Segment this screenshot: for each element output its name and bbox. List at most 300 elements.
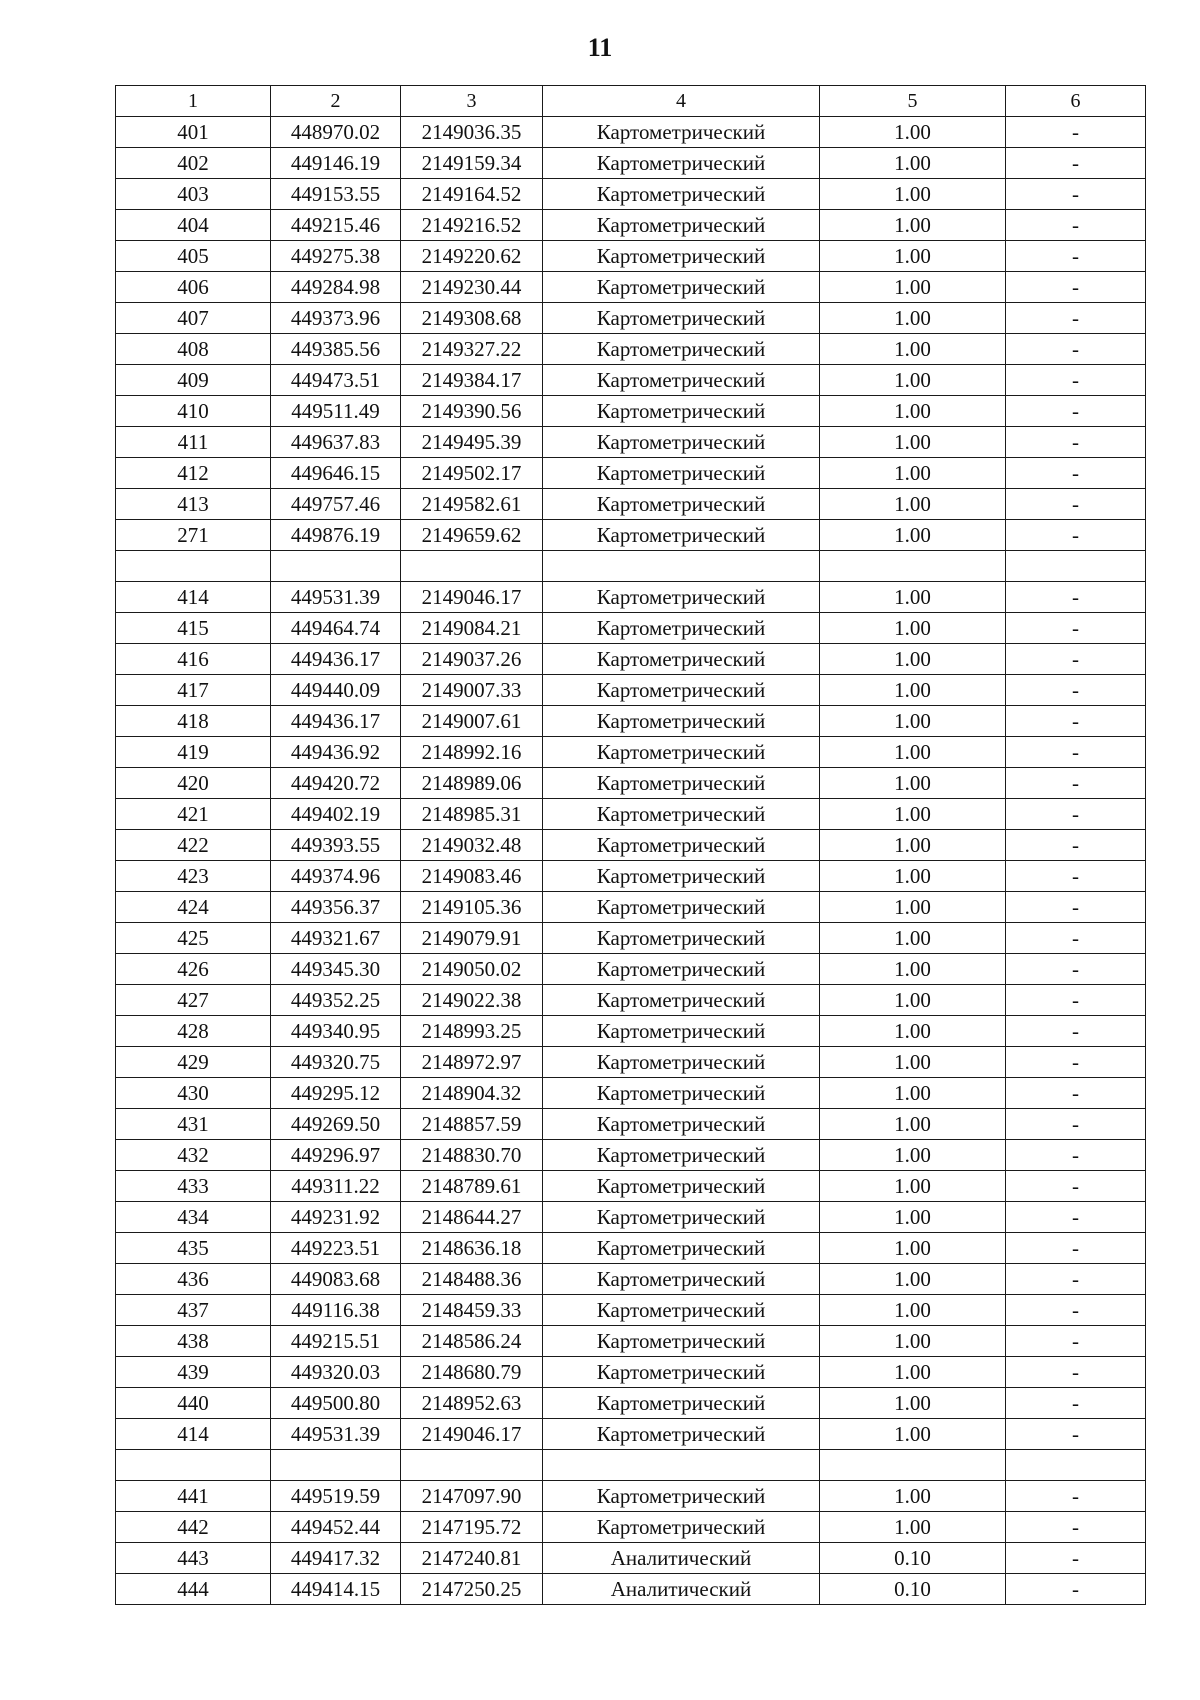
y-coordinate-cell: 2148586.24 (401, 1326, 543, 1357)
table-body (116, 117, 1146, 1605)
y-coordinate-cell: 2149384.17 (401, 365, 543, 396)
y-coordinate-cell: 2149159.34 (401, 148, 543, 179)
table-row (116, 892, 1146, 923)
point-number-cell: 421 (116, 799, 271, 830)
y-coordinate-cell: 2147250.25 (401, 1574, 543, 1605)
y-coordinate-cell (401, 551, 543, 582)
table-row (116, 1171, 1146, 1202)
accuracy-cell: 1.00 (820, 1264, 1006, 1295)
x-coordinate-cell: 449311.22 (271, 1171, 401, 1202)
y-coordinate-cell: 2148644.27 (401, 1202, 543, 1233)
column-header-2: 2 (271, 86, 401, 117)
y-coordinate-cell: 2148993.25 (401, 1016, 543, 1047)
note-cell: - (1006, 1419, 1146, 1450)
method-cell: Картометрический (543, 1109, 820, 1140)
y-coordinate-cell: 2149032.48 (401, 830, 543, 861)
accuracy-cell: 1.00 (820, 954, 1006, 985)
table-row (116, 117, 1146, 148)
table-separator-row (116, 551, 1146, 582)
method-cell: Картометрический (543, 1140, 820, 1171)
table-row (116, 520, 1146, 551)
method-cell: Картометрический (543, 830, 820, 861)
accuracy-cell: 1.00 (820, 241, 1006, 272)
note-cell: - (1006, 1202, 1146, 1233)
accuracy-cell: 1.00 (820, 520, 1006, 551)
table-row (116, 985, 1146, 1016)
method-cell: Картометрический (543, 923, 820, 954)
method-cell: Картометрический (543, 706, 820, 737)
table-row (116, 1419, 1146, 1450)
x-coordinate-cell: 449637.83 (271, 427, 401, 458)
point-number-cell: 428 (116, 1016, 271, 1047)
x-coordinate-cell: 449393.55 (271, 830, 401, 861)
accuracy-cell: 1.00 (820, 830, 1006, 861)
x-coordinate-cell: 449231.92 (271, 1202, 401, 1233)
table-row (116, 1481, 1146, 1512)
accuracy-cell: 1.00 (820, 1078, 1006, 1109)
note-cell: - (1006, 396, 1146, 427)
accuracy-cell: 1.00 (820, 427, 1006, 458)
x-coordinate-cell: 449340.95 (271, 1016, 401, 1047)
method-cell: Аналитический (543, 1543, 820, 1574)
note-cell: - (1006, 923, 1146, 954)
note-cell: - (1006, 582, 1146, 613)
note-cell: - (1006, 1047, 1146, 1078)
accuracy-cell: 1.00 (820, 396, 1006, 427)
accuracy-cell: 1.00 (820, 334, 1006, 365)
point-number-cell: 412 (116, 458, 271, 489)
point-number-cell: 403 (116, 179, 271, 210)
method-cell: Картометрический (543, 1202, 820, 1233)
y-coordinate-cell: 2148459.33 (401, 1295, 543, 1326)
method-cell: Картометрический (543, 768, 820, 799)
point-number-cell: 414 (116, 1419, 271, 1450)
x-coordinate-cell: 449345.30 (271, 954, 401, 985)
note-cell: - (1006, 520, 1146, 551)
x-coordinate-cell: 449146.19 (271, 148, 401, 179)
x-coordinate-cell: 449215.51 (271, 1326, 401, 1357)
accuracy-cell: 1.00 (820, 768, 1006, 799)
y-coordinate-cell: 2147240.81 (401, 1543, 543, 1574)
accuracy-cell: 0.10 (820, 1574, 1006, 1605)
note-cell: - (1006, 1109, 1146, 1140)
y-coordinate-cell: 2149079.91 (401, 923, 543, 954)
note-cell (1006, 1450, 1146, 1481)
note-cell: - (1006, 613, 1146, 644)
point-number-cell: 402 (116, 148, 271, 179)
note-cell: - (1006, 1512, 1146, 1543)
accuracy-cell: 1.00 (820, 1295, 1006, 1326)
table-row (116, 768, 1146, 799)
note-cell: - (1006, 799, 1146, 830)
y-coordinate-cell: 2148830.70 (401, 1140, 543, 1171)
method-cell: Картометрический (543, 1171, 820, 1202)
point-number-cell: 408 (116, 334, 271, 365)
table-row (116, 923, 1146, 954)
note-cell: - (1006, 644, 1146, 675)
method-cell: Картометрический (543, 1419, 820, 1450)
column-header-5: 5 (820, 86, 1006, 117)
x-coordinate-cell: 449116.38 (271, 1295, 401, 1326)
point-number-cell: 401 (116, 117, 271, 148)
method-cell: Картометрический (543, 1264, 820, 1295)
method-cell: Картометрический (543, 613, 820, 644)
method-cell: Картометрический (543, 1233, 820, 1264)
y-coordinate-cell: 2149036.35 (401, 117, 543, 148)
x-coordinate-cell: 449876.19 (271, 520, 401, 551)
x-coordinate-cell: 449269.50 (271, 1109, 401, 1140)
note-cell: - (1006, 148, 1146, 179)
method-cell: Картометрический (543, 396, 820, 427)
y-coordinate-cell: 2149659.62 (401, 520, 543, 551)
method-cell: Картометрический (543, 365, 820, 396)
y-coordinate-cell: 2149007.33 (401, 675, 543, 706)
note-cell: - (1006, 1326, 1146, 1357)
point-number-cell: 410 (116, 396, 271, 427)
accuracy-cell: 1.00 (820, 303, 1006, 334)
point-number-cell: 434 (116, 1202, 271, 1233)
table-row (116, 644, 1146, 675)
point-number-cell: 437 (116, 1295, 271, 1326)
method-cell: Картометрический (543, 1357, 820, 1388)
accuracy-cell: 1.00 (820, 737, 1006, 768)
point-number-cell: 439 (116, 1357, 271, 1388)
y-coordinate-cell: 2149050.02 (401, 954, 543, 985)
accuracy-cell: 1.00 (820, 1140, 1006, 1171)
note-cell: - (1006, 954, 1146, 985)
accuracy-cell: 1.00 (820, 706, 1006, 737)
accuracy-cell: 1.00 (820, 582, 1006, 613)
table-row (116, 799, 1146, 830)
table-row (116, 1016, 1146, 1047)
column-header-3: 3 (401, 86, 543, 117)
x-coordinate-cell: 449440.09 (271, 675, 401, 706)
point-number-cell: 430 (116, 1078, 271, 1109)
accuracy-cell: 1.00 (820, 1016, 1006, 1047)
method-cell: Картометрический (543, 1388, 820, 1419)
y-coordinate-cell: 2149308.68 (401, 303, 543, 334)
x-coordinate-cell: 449464.74 (271, 613, 401, 644)
table-row (116, 830, 1146, 861)
method-cell: Картометрический (543, 241, 820, 272)
table-row (116, 582, 1146, 613)
y-coordinate-cell: 2148488.36 (401, 1264, 543, 1295)
table-row (116, 1388, 1146, 1419)
x-coordinate-cell: 448970.02 (271, 117, 401, 148)
accuracy-cell: 0.10 (820, 1543, 1006, 1574)
method-cell: Картометрический (543, 985, 820, 1016)
x-coordinate-cell: 449420.72 (271, 768, 401, 799)
point-number-cell: 423 (116, 861, 271, 892)
point-number-cell: 442 (116, 1512, 271, 1543)
x-coordinate-cell: 449215.46 (271, 210, 401, 241)
point-number-cell: 418 (116, 706, 271, 737)
x-coordinate-cell: 449646.15 (271, 458, 401, 489)
header-row (116, 86, 1146, 117)
x-coordinate-cell: 449374.96 (271, 861, 401, 892)
method-cell: Аналитический (543, 1574, 820, 1605)
table-row (116, 1078, 1146, 1109)
point-number-cell (116, 551, 271, 582)
point-number-cell: 438 (116, 1326, 271, 1357)
y-coordinate-cell: 2149037.26 (401, 644, 543, 675)
point-number-cell: 427 (116, 985, 271, 1016)
point-number-cell: 431 (116, 1109, 271, 1140)
table-row (116, 241, 1146, 272)
y-coordinate-cell: 2149582.61 (401, 489, 543, 520)
method-cell: Картометрический (543, 334, 820, 365)
accuracy-cell: 1.00 (820, 675, 1006, 706)
accuracy-cell: 1.00 (820, 117, 1006, 148)
table-row (116, 613, 1146, 644)
y-coordinate-cell: 2149083.46 (401, 861, 543, 892)
y-coordinate-cell: 2148992.16 (401, 737, 543, 768)
accuracy-cell: 1.00 (820, 1388, 1006, 1419)
point-number-cell: 409 (116, 365, 271, 396)
table-row (116, 1326, 1146, 1357)
point-number-cell: 436 (116, 1264, 271, 1295)
y-coordinate-cell: 2148985.31 (401, 799, 543, 830)
x-coordinate-cell: 449473.51 (271, 365, 401, 396)
x-coordinate-cell: 449321.67 (271, 923, 401, 954)
method-cell: Картометрический (543, 148, 820, 179)
method-cell (543, 551, 820, 582)
y-coordinate-cell: 2148680.79 (401, 1357, 543, 1388)
accuracy-cell: 1.00 (820, 1202, 1006, 1233)
y-coordinate-cell: 2149216.52 (401, 210, 543, 241)
point-number-cell: 426 (116, 954, 271, 985)
y-coordinate-cell: 2147097.90 (401, 1481, 543, 1512)
table-row (116, 179, 1146, 210)
note-cell: - (1006, 1357, 1146, 1388)
note-cell: - (1006, 272, 1146, 303)
table-row (116, 675, 1146, 706)
table-row (116, 272, 1146, 303)
y-coordinate-cell: 2149495.39 (401, 427, 543, 458)
y-coordinate-cell: 2149007.61 (401, 706, 543, 737)
point-number-cell: 413 (116, 489, 271, 520)
x-coordinate-cell: 449511.49 (271, 396, 401, 427)
note-cell: - (1006, 210, 1146, 241)
note-cell: - (1006, 365, 1146, 396)
accuracy-cell: 1.00 (820, 148, 1006, 179)
y-coordinate-cell: 2149220.62 (401, 241, 543, 272)
accuracy-cell: 1.00 (820, 1326, 1006, 1357)
note-cell: - (1006, 985, 1146, 1016)
method-cell: Картометрический (543, 892, 820, 923)
accuracy-cell: 1.00 (820, 892, 1006, 923)
point-number-cell: 417 (116, 675, 271, 706)
note-cell: - (1006, 1078, 1146, 1109)
column-header-4: 4 (543, 86, 820, 117)
y-coordinate-cell: 2148904.32 (401, 1078, 543, 1109)
accuracy-cell: 1.00 (820, 1233, 1006, 1264)
table-row (116, 1264, 1146, 1295)
note-cell: - (1006, 458, 1146, 489)
note-cell: - (1006, 1264, 1146, 1295)
table-row (116, 334, 1146, 365)
y-coordinate-cell: 2148636.18 (401, 1233, 543, 1264)
accuracy-cell: 1.00 (820, 1357, 1006, 1388)
point-number-cell: 440 (116, 1388, 271, 1419)
method-cell: Картометрический (543, 737, 820, 768)
method-cell: Картометрический (543, 644, 820, 675)
accuracy-cell: 1.00 (820, 1171, 1006, 1202)
point-number-cell: 405 (116, 241, 271, 272)
y-coordinate-cell: 2149022.38 (401, 985, 543, 1016)
column-header-1: 1 (116, 86, 271, 117)
point-number-cell: 404 (116, 210, 271, 241)
method-cell: Картометрический (543, 1016, 820, 1047)
accuracy-cell: 1.00 (820, 1481, 1006, 1512)
y-coordinate-cell: 2148857.59 (401, 1109, 543, 1140)
accuracy-cell: 1.00 (820, 179, 1006, 210)
table-row (116, 1109, 1146, 1140)
note-cell: - (1006, 1574, 1146, 1605)
accuracy-cell: 1.00 (820, 458, 1006, 489)
note-cell: - (1006, 179, 1146, 210)
x-coordinate-cell: 449295.12 (271, 1078, 401, 1109)
accuracy-cell: 1.00 (820, 644, 1006, 675)
x-coordinate-cell: 449531.39 (271, 582, 401, 613)
accuracy-cell: 1.00 (820, 1512, 1006, 1543)
method-cell: Картометрический (543, 179, 820, 210)
method-cell (543, 1450, 820, 1481)
x-coordinate-cell: 449223.51 (271, 1233, 401, 1264)
table-row (116, 1140, 1146, 1171)
note-cell: - (1006, 830, 1146, 861)
x-coordinate-cell: 449436.17 (271, 644, 401, 675)
point-number-cell: 441 (116, 1481, 271, 1512)
point-number-cell: 422 (116, 830, 271, 861)
method-cell: Картометрический (543, 1481, 820, 1512)
note-cell: - (1006, 1171, 1146, 1202)
point-number-cell: 271 (116, 520, 271, 551)
table-row (116, 1357, 1146, 1388)
table-row (116, 1233, 1146, 1264)
point-number-cell: 425 (116, 923, 271, 954)
method-cell: Картометрический (543, 520, 820, 551)
method-cell: Картометрический (543, 675, 820, 706)
coordinates-table (115, 85, 1146, 1605)
accuracy-cell: 1.00 (820, 861, 1006, 892)
table-row (116, 706, 1146, 737)
x-coordinate-cell (271, 551, 401, 582)
method-cell: Картометрический (543, 1078, 820, 1109)
x-coordinate-cell: 449296.97 (271, 1140, 401, 1171)
accuracy-cell: 1.00 (820, 923, 1006, 954)
accuracy-cell: 1.00 (820, 365, 1006, 396)
table-row (116, 737, 1146, 768)
accuracy-cell: 1.00 (820, 489, 1006, 520)
y-coordinate-cell: 2149084.21 (401, 613, 543, 644)
y-coordinate-cell: 2148789.61 (401, 1171, 543, 1202)
method-cell: Картометрический (543, 799, 820, 830)
point-number-cell: 435 (116, 1233, 271, 1264)
point-number-cell: 414 (116, 582, 271, 613)
note-cell: - (1006, 1295, 1146, 1326)
note-cell: - (1006, 1388, 1146, 1419)
x-coordinate-cell: 449356.37 (271, 892, 401, 923)
point-number-cell: 444 (116, 1574, 271, 1605)
accuracy-cell (820, 1450, 1006, 1481)
accuracy-cell (820, 551, 1006, 582)
method-cell: Картометрический (543, 861, 820, 892)
point-number-cell: 429 (116, 1047, 271, 1078)
x-coordinate-cell: 449320.03 (271, 1357, 401, 1388)
point-number-cell: 443 (116, 1543, 271, 1574)
accuracy-cell: 1.00 (820, 613, 1006, 644)
y-coordinate-cell: 2149046.17 (401, 582, 543, 613)
table-row (116, 1512, 1146, 1543)
note-cell: - (1006, 427, 1146, 458)
x-coordinate-cell: 449452.44 (271, 1512, 401, 1543)
note-cell: - (1006, 1481, 1146, 1512)
accuracy-cell: 1.00 (820, 272, 1006, 303)
method-cell: Картометрический (543, 303, 820, 334)
note-cell: - (1006, 737, 1146, 768)
y-coordinate-cell: 2148989.06 (401, 768, 543, 799)
point-number-cell: 419 (116, 737, 271, 768)
y-coordinate-cell: 2149327.22 (401, 334, 543, 365)
x-coordinate-cell: 449320.75 (271, 1047, 401, 1078)
method-cell: Картометрический (543, 427, 820, 458)
table-row (116, 1543, 1146, 1574)
point-number-cell: 432 (116, 1140, 271, 1171)
accuracy-cell: 1.00 (820, 1419, 1006, 1450)
table-header (116, 86, 1146, 117)
point-number-cell: 420 (116, 768, 271, 799)
accuracy-cell: 1.00 (820, 1047, 1006, 1078)
x-coordinate-cell: 449385.56 (271, 334, 401, 365)
note-cell: - (1006, 861, 1146, 892)
note-cell: - (1006, 1140, 1146, 1171)
y-coordinate-cell: 2149164.52 (401, 179, 543, 210)
point-number-cell: 416 (116, 644, 271, 675)
accuracy-cell: 1.00 (820, 1109, 1006, 1140)
point-number-cell: 407 (116, 303, 271, 334)
accuracy-cell: 1.00 (820, 210, 1006, 241)
table-separator-row (116, 1450, 1146, 1481)
method-cell: Картометрический (543, 272, 820, 303)
y-coordinate-cell (401, 1450, 543, 1481)
note-cell: - (1006, 892, 1146, 923)
note-cell: - (1006, 489, 1146, 520)
x-coordinate-cell: 449519.59 (271, 1481, 401, 1512)
method-cell: Картометрический (543, 1047, 820, 1078)
x-coordinate-cell: 449757.46 (271, 489, 401, 520)
y-coordinate-cell: 2149046.17 (401, 1419, 543, 1450)
x-coordinate-cell: 449275.38 (271, 241, 401, 272)
x-coordinate-cell: 449153.55 (271, 179, 401, 210)
note-cell: - (1006, 1543, 1146, 1574)
x-coordinate-cell: 449402.19 (271, 799, 401, 830)
method-cell: Картометрический (543, 1512, 820, 1543)
note-cell: - (1006, 1016, 1146, 1047)
x-coordinate-cell: 449373.96 (271, 303, 401, 334)
note-cell: - (1006, 303, 1146, 334)
method-cell: Картометрический (543, 1295, 820, 1326)
x-coordinate-cell: 449417.32 (271, 1543, 401, 1574)
note-cell (1006, 551, 1146, 582)
table-row (116, 1295, 1146, 1326)
x-coordinate-cell: 449083.68 (271, 1264, 401, 1295)
method-cell: Картометрический (543, 210, 820, 241)
x-coordinate-cell (271, 1450, 401, 1481)
note-cell: - (1006, 117, 1146, 148)
table-row (116, 427, 1146, 458)
method-cell: Картометрический (543, 1326, 820, 1357)
